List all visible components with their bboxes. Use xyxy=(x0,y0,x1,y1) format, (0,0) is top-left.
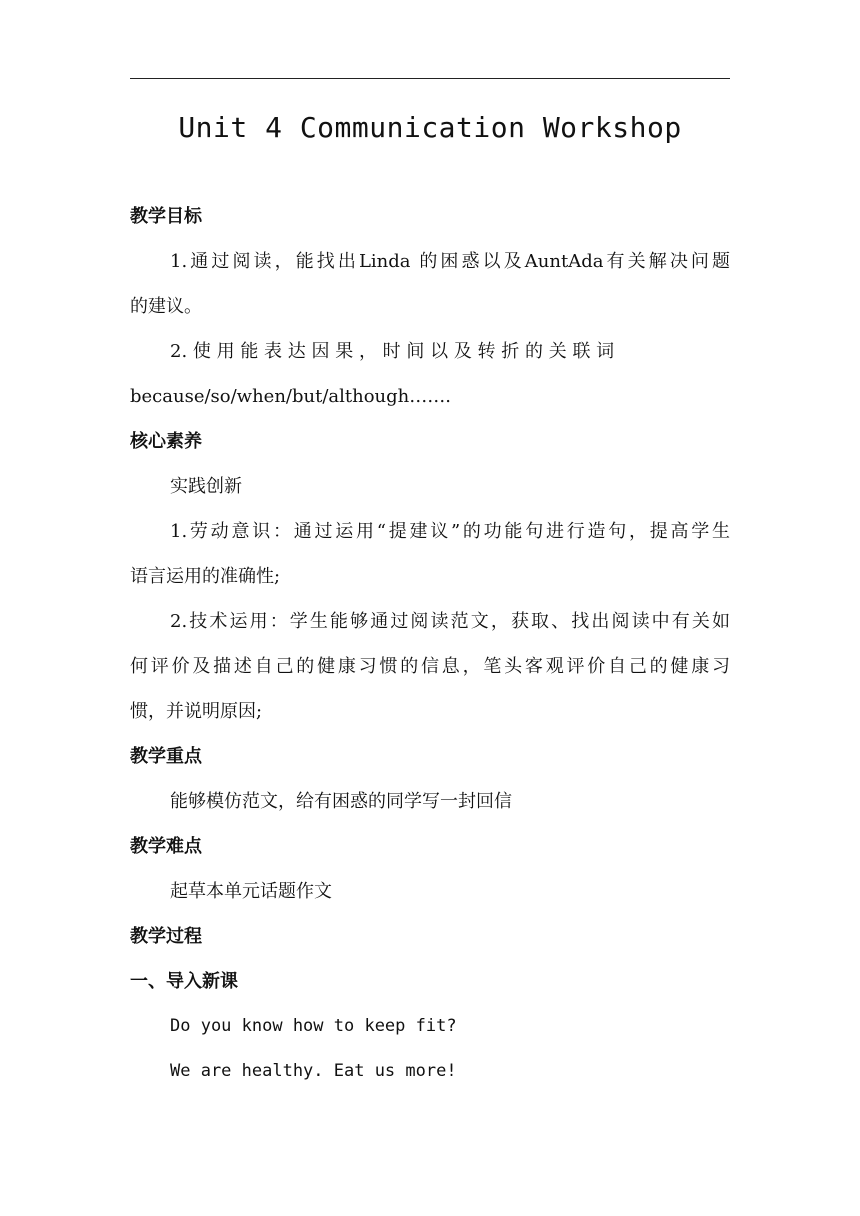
literacy-subheading: 实践创新 xyxy=(170,476,242,497)
literacy-2-line-1: 2.技术运用：学生能够通过阅读范文，获取、找出阅读中有关如 xyxy=(170,611,730,632)
objectives-heading: 教学目标 xyxy=(130,206,202,227)
process-line-1: Do you know how to keep fit? xyxy=(170,1016,457,1036)
objective-1-line-2: 的建议。 xyxy=(130,296,202,317)
process-section-1: 一、导入新课 xyxy=(130,971,238,992)
literacy-2-line-3: 惯，并说明原因; xyxy=(130,701,263,722)
document-body xyxy=(130,194,730,1094)
key-point-text: 能够模仿范文，给有困惑的同学写一封回信 xyxy=(170,791,512,812)
objective-2-line-2: because/so/when/but/although……. xyxy=(130,386,451,407)
key-point-heading: 教学重点 xyxy=(130,746,202,767)
literacy-heading: 核心素养 xyxy=(130,431,202,452)
literacy-1-line-1: 1.劳动意识：通过运用“提建议”的功能句进行造句，提高学生 xyxy=(170,521,730,542)
process-line-2: We are healthy. Eat us more! xyxy=(170,1061,457,1081)
document-title: Unit 4 Communication Workshop xyxy=(178,111,682,144)
literacy-2-line-2: 何评价及描述自己的健康习惯的信息，笔头客观评价自己的健康习 xyxy=(130,656,730,677)
process-heading: 教学过程 xyxy=(130,926,202,947)
header-rule xyxy=(130,78,730,79)
difficulty-heading: 教学难点 xyxy=(130,836,202,857)
literacy-1-line-2: 语言运用的准确性; xyxy=(130,566,281,587)
objective-1-line-1: 1.通过阅读，能找出Linda 的困惑以及AuntAda有关解决问题 xyxy=(170,251,730,272)
difficulty-text: 起草本单元话题作文 xyxy=(170,881,332,902)
objective-2-line-1: 2. 使 用 能 表 达 因 果 ， 时 间 以 及 转 折 的 关 联 词 xyxy=(170,341,615,362)
